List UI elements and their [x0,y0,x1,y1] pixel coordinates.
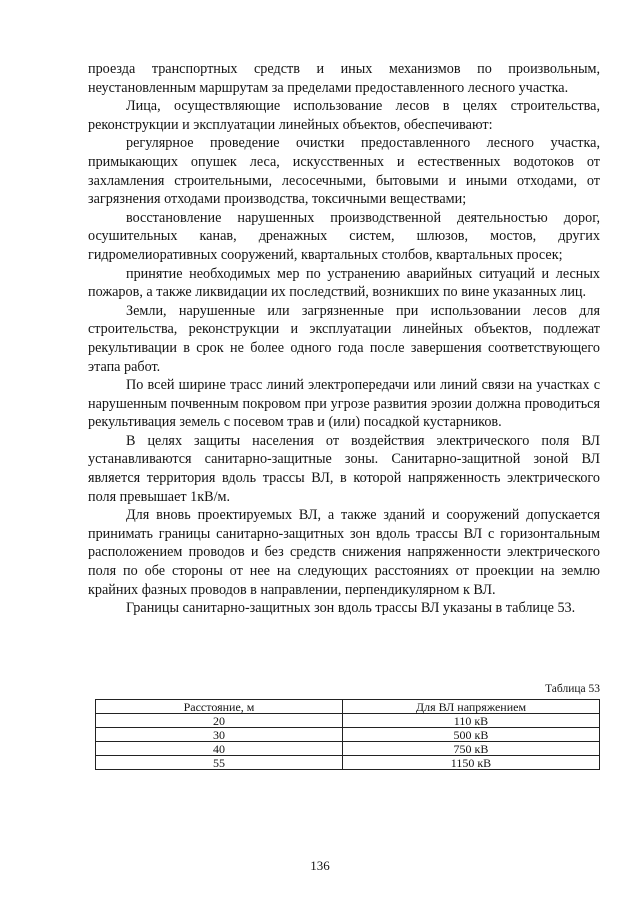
table-caption: Таблица 53 [545,683,600,695]
paragraph-sanitary-zones: В целях защиты населения от воздействия электрического поля ВЛ устанавливаются санитарно-защитные зоны. Санитарно-защитной зоной ВЛ является территория вдоль трассы ВЛ, в которой напряженность электрического поля превышает 1кВ/м. [88,432,600,505]
paragraph-restoration: восстановление нарушенных производственной деятельностью дорог, осушительных канав, дренажных систем, шлюзов, мостов, других гидромелиоративных сооружений, квартальных столбов, квартальных просек; [88,209,600,263]
cell-voltage: 110 кВ [342,714,599,728]
cell-voltage: 500 кВ [342,728,599,742]
cell-voltage: 750 кВ [342,742,599,756]
page-number: 136 [310,858,330,873]
paragraph-zone-boundaries: Для вновь проектируемых ВЛ, а также зданий и сооружений допускается принимать границы санитарно-защитных зон вдоль трассы ВЛ с горизонтальным расположением проводов и без средств снижения напряженности электрического поля по обе стороны от нее на следующих расстояниях от проекции на землю крайних фазных проводов в направлении, перпендикулярном к ВЛ. [88,507,600,598]
header-voltage: Для ВЛ напряжением [342,700,599,714]
paragraph-cleaning: регулярное проведение очистки предоставленного лесного участка, примыкающих опушек леса, искусственных и естественных водотоков от захламления строительными, лесосечными, бытовыми и иными отходами, от загрязнения отходами производства, токсичными веществами; [88,135,600,208]
paragraph-table-reference: Границы санитарно-защитных зон вдоль трассы ВЛ указаны в таблице 53. [126,600,576,617]
table-header-row [96,700,600,714]
body-text [88,60,600,618]
zones-table [95,699,600,770]
paragraph-recultivation-width: По всей ширине трасс линий электропередачи или линий связи на участках с нарушенным почвенным покровом при угрозе развития эрозии должна проводиться рекультивация земель с посевом трав и (или) посадкой кустарников. [88,377,600,431]
paragraph-obligations-intro: Лица, осуществляющие использование лесов в целях строительства, реконструкции и эксплуатации линейных объектов, обеспечивают: [88,98,600,133]
table-row [96,714,600,728]
cell-distance: 20 [96,714,343,728]
table-row [96,756,600,770]
cell-distance: 55 [96,756,343,770]
cell-distance: 30 [96,728,343,742]
paragraph-recultivation-term: Земли, нарушенные или загрязненные при использовании лесов для строительства, реконструкции и эксплуатации линейных объектов, подлежат рекультивации в срок не более одного года после завершения соответствующего этапа работ. [88,302,600,375]
paragraph-emergency: принятие необходимых мер по устранению аварийных ситуаций и лесных пожаров, а также ликвидации их последствий, возникших по вине указанных лиц. [88,265,600,301]
table-row [96,742,600,756]
header-distance: Расстояние, м [96,700,343,714]
cell-distance: 40 [96,742,343,756]
cell-voltage: 1150 кВ [342,756,599,770]
paragraph-continuation: проезда транспортных средств и иных механизмов по произвольным, неустановленным маршрутам за пределами предоставленного лесного участка. [88,61,600,96]
table-row [96,728,600,742]
